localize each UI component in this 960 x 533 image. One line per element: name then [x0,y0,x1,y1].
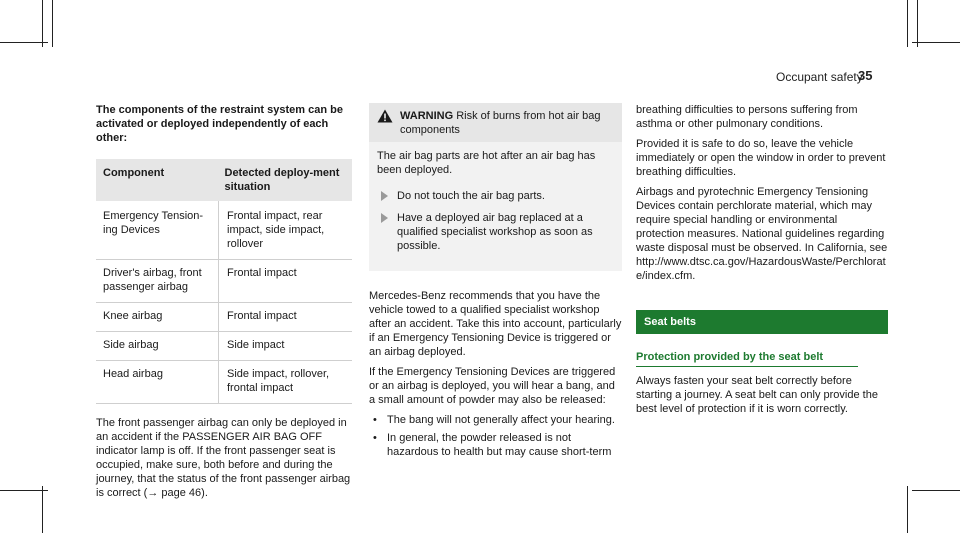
arrow-icon [381,213,388,223]
table-cell: Side impact [219,332,353,361]
table-header-row [96,159,352,201]
table-cell: Head airbag [96,361,219,404]
table-row [96,332,352,361]
warning-instructions [377,189,614,253]
crop-mark [912,42,960,43]
running-header: Occupant safety [776,70,863,84]
table-cell: Side impact, rollover, frontal impact [219,361,353,404]
column-middle [369,103,622,463]
crop-mark [912,490,960,491]
instruction-text: Have a deployed air bag replaced at a qualified specialist workshop as soon as possible. [397,212,593,252]
list-item [377,189,614,203]
list-item: • The bang will not generally affect your hearing. [369,413,622,427]
table-row [96,303,352,332]
table-cell: Frontal impact, rear impact, side impact, rollover [219,201,353,260]
subheading-protection: Protection provided by the seat belt [636,350,858,367]
warning-text [400,109,614,137]
seat-belt-paragraph: Always fasten your seat belt correctly before starting a journey. A seat belt can only provide the best level of protection if it is worn correctly. [636,375,878,415]
towing-section [369,289,622,459]
table-row [96,260,352,303]
warning-label: WARNING [400,110,454,122]
crop-mark [52,0,53,47]
table-row [96,361,352,404]
effects-list [369,413,622,459]
list-item [377,211,614,253]
table-header: Component [96,159,219,201]
crop-mark [42,0,43,47]
list-item: • In general, the powder released is not hazardous to health but may cause short-term [369,431,622,459]
crop-mark [42,486,43,533]
table-cell: Frontal impact [219,260,353,303]
page-number: 35 [858,68,873,83]
crop-mark [907,0,908,47]
warning-box [369,103,622,271]
arrow-icon [381,191,388,201]
crop-mark [0,490,48,491]
instruction-text: Do not touch the air bag parts. [397,190,545,202]
warning-triangle-icon [377,109,393,123]
warning-body [369,142,622,271]
table-cell: Side airbag [96,332,219,361]
crop-mark [0,42,48,43]
warning-header [369,103,622,142]
column-right [636,103,888,422]
table-cell: Driver's airbag, front passenger airbag [96,260,219,303]
column-left [96,103,352,500]
crop-mark [917,0,918,47]
passenger-airbag-paragraph: The front passenger airbag can only be deployed in an accident if the PASSENGER AIR BAG OFF indicator lamp is off. If the front passenger seat is occupied, make sure, both before and during the journey, that the status of the front passenger airbag is correct (→ page 46). [96,417,351,499]
table-cell: Knee airbag [96,303,219,332]
section-title-seat-belts: Seat belts [636,310,888,334]
table-row [96,201,352,260]
crop-mark [907,486,908,533]
leave-vehicle-paragraph: Provided it is safe to do so, leave the vehicle immediately or open the window in order to prevent breathing difficulties. [636,138,886,178]
components-table [96,159,352,404]
perchlorate-paragraph: Airbags and pyrotechnic Emergency Tensioning Devices contain perchlorate material, which may require special handling or environmental protection measures. National guidelines regarding waste disposal must be observed. In California, see http://www.dtsc.ca.gov/HazardousWaste/Perchlorate/index.cfm. [636,186,888,282]
triggered-paragraph: If the Emergency Tensioning Devices are triggered or an airbag is deployed, you will hear a bang, and a small amount of powder may also be released: [369,366,616,406]
warning-description: The air bag parts are hot after an air bag has been deployed. [377,150,596,176]
table-header: Detected deploy-ment situation [219,159,353,201]
warning-title: Risk of burns from hot air bag components [400,110,601,136]
towing-paragraph: Mercedes-Benz recommends that you have the vehicle towed to a qualified specialist workshop after an accident. Take this into account, particularly if an Emergency Tensioning Device is triggered or an airbag deployed. [369,290,622,358]
breathing-paragraph: breathing difficulties to persons suffering from asthma or other pulmonary conditions. [636,104,858,130]
intro-heading: The components of the restraint system can be activated or deployed independently of each other: [96,104,343,144]
table-cell: Frontal impact [219,303,353,332]
table-cell: Emergency Tension-ing Devices [96,201,219,260]
